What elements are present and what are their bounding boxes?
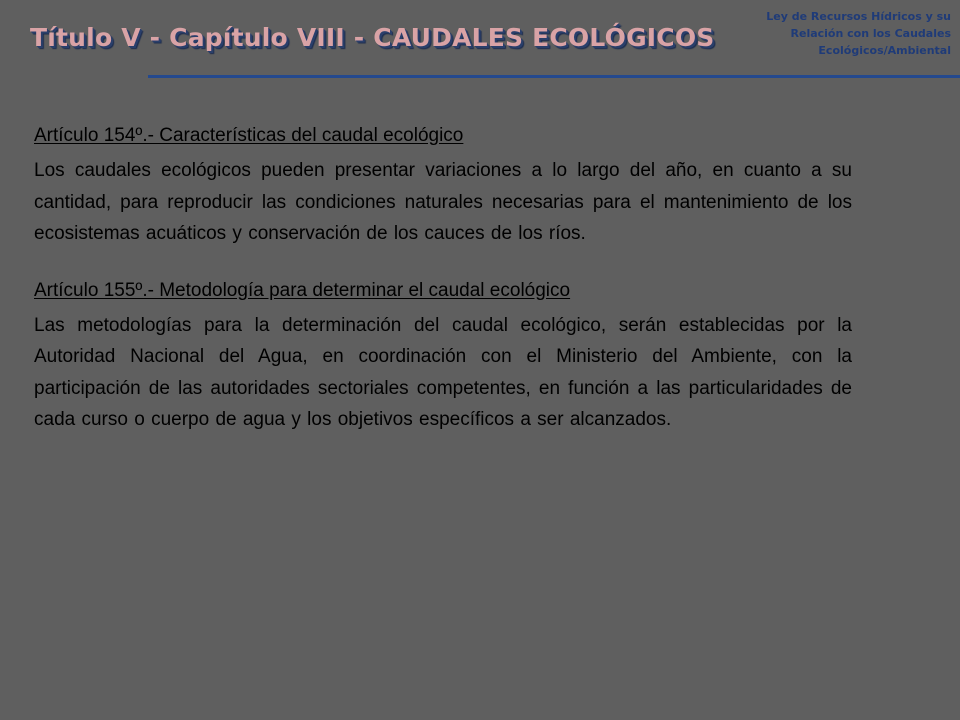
article-155-title: Artículo 155º.- Metodología para determinar el caudal ecológico (34, 279, 571, 301)
header-note-line: Ecológicos/Ambiental (818, 44, 951, 57)
header-note (721, 8, 951, 59)
header-divider (148, 75, 960, 78)
article-155-text: Las metodologías para la determinación del caudal ecológico, serán establecidas por la Autoridad Nacional del Agua, en coordinación con el Ministerio del Ambiente, con la participación de las autoridades sectoriales competentes, en función a las particularidades de cada curso o cuerpo de agua y los objetivos específicos a ser alcanzados. (34, 314, 852, 430)
article-154-title: Artículo 154º.- Características del caudal ecológico (34, 125, 464, 146)
slide-title: Título V - Capítulo VIII - CAUDALES ECOLÓGICOS (30, 23, 715, 52)
article-155 (34, 278, 852, 436)
header-note-line: Relación con los Caudales (790, 27, 951, 40)
article-154 (34, 123, 852, 250)
article-154-text: Los caudales ecológicos pueden presentar variaciones a lo largo del año, en cuanto a su cantidad, para reproducir las condiciones naturales necesarias para el mantenimiento de los ecosistemas acuáticos y conservación de los cauces de los ríos. (34, 160, 852, 244)
header-note-line: Ley de Recursos Hídricos y su (766, 10, 951, 23)
article-spacer (34, 250, 852, 278)
slide-content (34, 123, 852, 436)
